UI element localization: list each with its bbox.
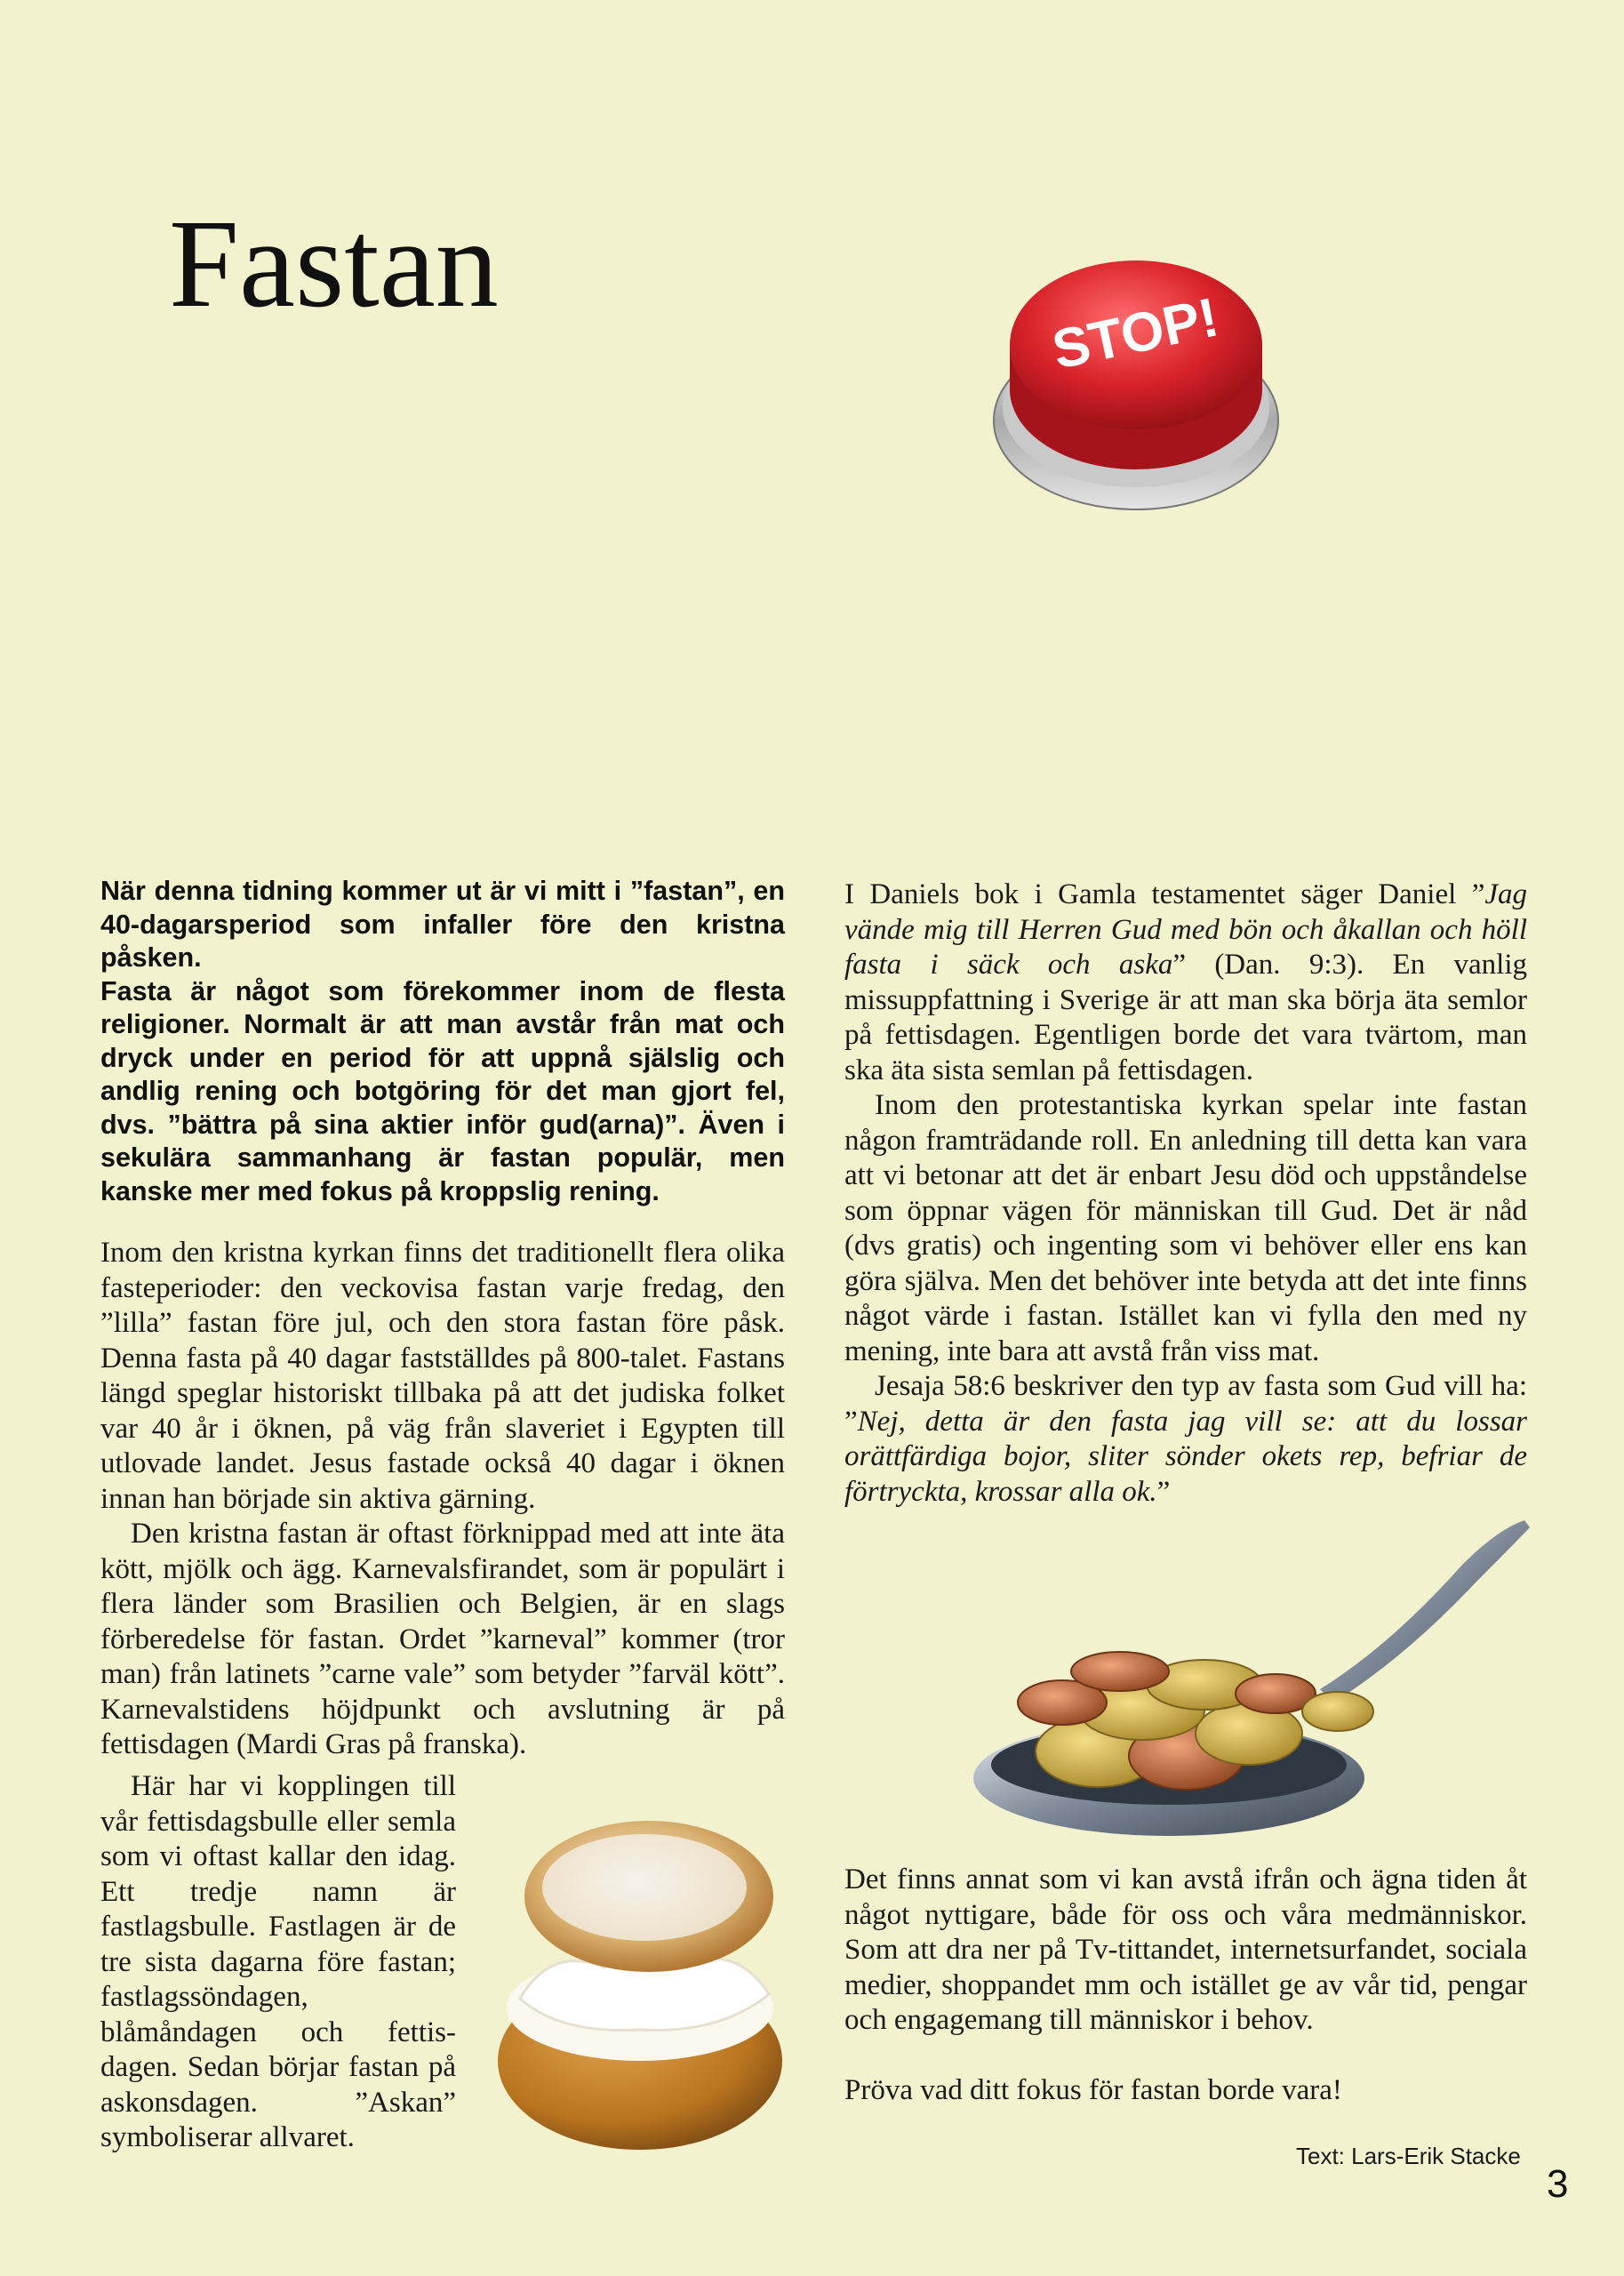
lead-paragraph	[100, 875, 785, 1208]
spoon-coins-icon	[964, 1511, 1533, 1840]
right-paragraph-2: Inom den protestantiska kyrkan spelar inte fastan någon framträdande roll. En anledning till detta kan vara att vi betonar att det är enbart Jesu död och uppståndelse som öppnar vägen för människan till Gud. Det är nåd (dvs gratis) och ingenting som vi behöver eller ens kan göra själva. Men det behöver inte betyda att det inte finns något värde i fastan. Istället kan vi fylla den med ny mening, inte bara att avstå från viss mat.	[844, 1089, 1527, 1367]
left-paragraph-3: Här har vi kopplingen till vår fettisdagsbulle eller semla som vi oftast kallar den idag. Ett tredje namn är fastlagsbulle. Fastlagen är de tre sista dagarna före fastan; fastlagssöndagen, blåmåndagen och fettis-dagen. Sedan börjar fastan på askonsdagen. ”Askan” symboliserar allvaret.	[100, 1770, 456, 2153]
stop-icon	[985, 238, 1287, 523]
semla-image	[471, 1812, 813, 2159]
page-number: 3	[1547, 2162, 1569, 2206]
stop-button-image	[985, 238, 1287, 523]
jesaja-quote: Nej, detta är den fasta jag vill se: att du lossar orättfärdiga bojor, sliter sönder okets rep, befriar de förtryckta, krossar alla ok.	[844, 1405, 1527, 1508]
stop-label: STOP!	[1047, 286, 1224, 381]
right-paragraph-1: I Daniels bok i Gamla testamentet säger Daniel ”Jag vände mig till Herren Gud med bön och åkallan och höll fasta i säck och aska” (Dan. 9:3). En vanlig missuppfattning i Sverige är att man ska börja äta semlor på fettisdagen. Egentligen borde det vara tvärtom, man ska äta sista semlan på fettisdagen.	[844, 878, 1527, 1086]
left-paragraph-1: Inom den kristna kyrkan finns det traditionellt flera olika fasteperioder: den veckovisa fastan varje fredag, den ”lilla” fastan före jul, och den stora fastan före påsk. Denna fasta på 40 dagar fastställdes på 800-talet. Fastans längd speglar historiskt tillbaka på att det judiska folket var 40 år i öknen, på väg från slaveriet i Egypten till utlovade landet. Jesus fastade också 40 dagar i öknen innan han började sin aktiva gärning.	[100, 1237, 785, 1515]
right-paragraph-5: Pröva vad ditt fokus för fastan borde vara!	[844, 2073, 1342, 2106]
page-title: Fastan	[169, 193, 499, 333]
left-paragraph-2: Den kristna fastan är oftast förknippad med att inte äta kött, mjölk och ägg. Karnevalsfirandet, som är populärt i flera länder som Brasilien och Belgien, är en slags förberedelse för fastan. Ordet ”karneval” kommer (tror man) från latinets ”carne vale” som betyder ”farväl kött”. Karnevalstidens höjdpunkt och avslutning är på fettisdagen (Mardi Gras på franska).	[100, 1518, 785, 1760]
spoon-with-coins-image	[964, 1511, 1533, 1840]
right-column-bottom	[844, 1863, 1527, 2108]
daniel-quote: Jag vände mig till Herren Gud med bön och åkallan och höll fasta i säck och aska	[844, 878, 1527, 981]
right-column	[844, 878, 1527, 1510]
right-paragraph-3: Jesaja 58:6 beskriver den typ av fasta som Gud vill ha: ”Nej, detta är den fasta jag vill se: att du lossar orättfärdiga bojor, sliter sönder okets rep, befriar de förtryckta, krossar alla ok.”	[844, 1370, 1527, 1508]
lead-text-2: Fasta är något som förekommer inom de flesta religioner. Normalt är att man avstår från mat och dryck under en period för att uppnå själslig och andlig rening och botgöring för det man gjort fel, dvs. ”bättra på sina aktier inför gud(arna)”. Även i sekulära sammanhang är fastan populär, men kanske mer med fokus på kroppslig rening.	[100, 975, 785, 1206]
left-column	[100, 1236, 785, 1763]
left-column-bottom	[100, 1769, 456, 2156]
lead-text-1: När denna tidning kommer ut är vi mitt i ”fastan”, en 40-dagarsperiod som infaller före den kristna påsken.	[100, 876, 785, 973]
semla-icon	[471, 1812, 813, 2159]
author-credit: Text: Lars-Erik Stacke	[1296, 2143, 1521, 2169]
right-paragraph-4: Det finns annat som vi kan avstå ifrån och ägna tiden åt något nyttigare, både för oss och våra medmänniskor. Som att dra ner på Tv-tittandet, internetsurfandet, sociala medier, shoppandet mm och istället ge av vår tid, pengar och engagemang till människor i behov.	[844, 1863, 1527, 2036]
